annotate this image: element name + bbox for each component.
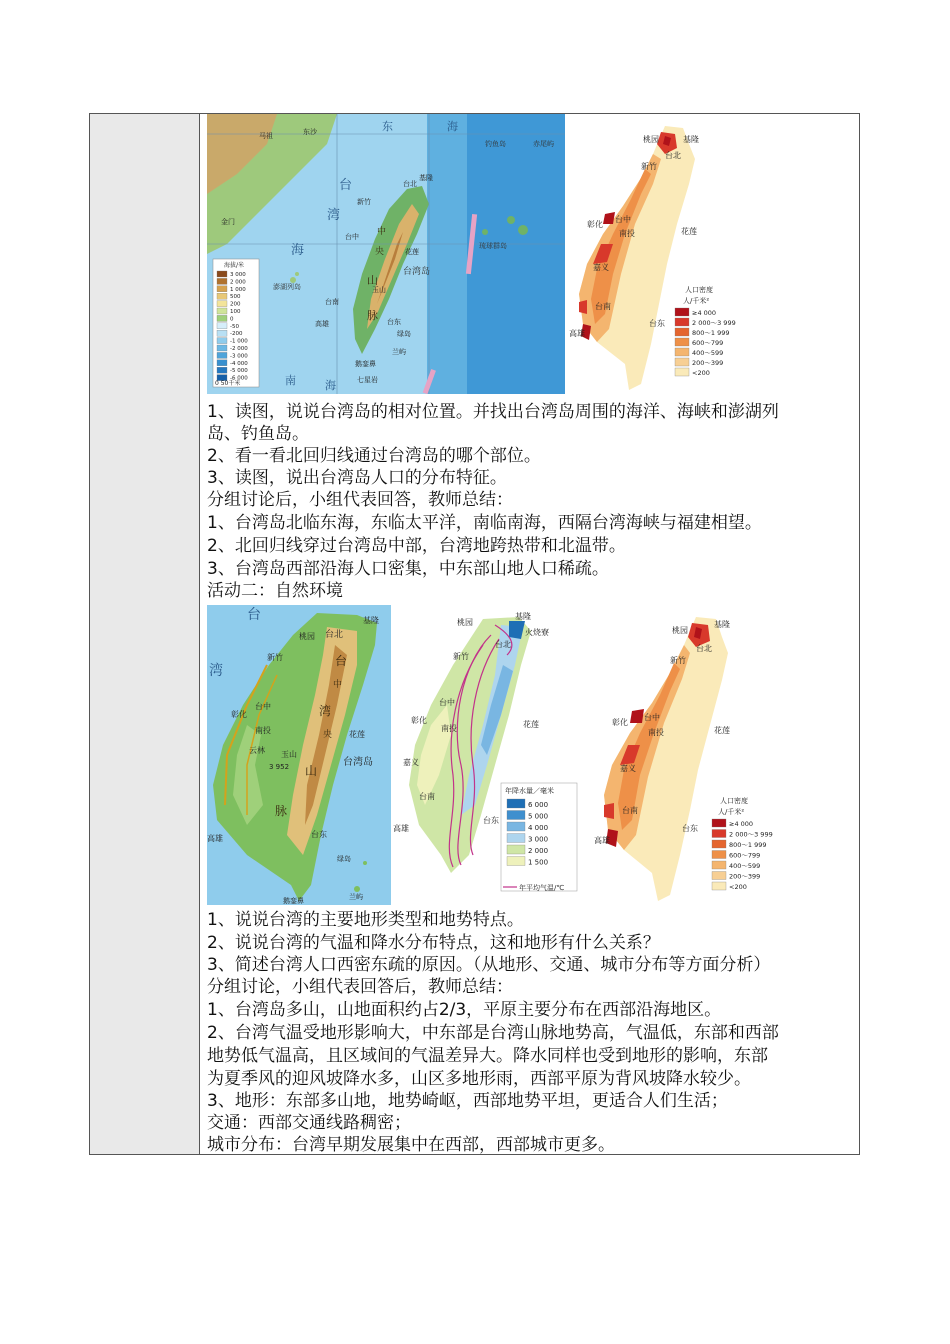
taiwan-location-map <box>207 114 565 394</box>
q2-2: 2、说说台湾的气温和降水分布特点，这和地形有什么关系？ <box>207 933 660 953</box>
elev-legend-swatch <box>217 271 227 277</box>
terrain-city-gaoxiong: 高雄 <box>207 834 223 843</box>
diaoyu-label: 钓鱼岛 <box>485 140 506 148</box>
pop2-city-jiayi: 嘉义 <box>620 764 636 773</box>
peak-yushan: 玉山 <box>372 286 386 294</box>
elev-legend-label: -50 <box>230 323 239 330</box>
terrain-mountain-2: 湾 <box>319 704 332 718</box>
precip-legend-label: 3 000 <box>528 835 549 844</box>
elev-legend-swatch <box>217 360 227 366</box>
strait-label-2: 湾 <box>327 208 341 223</box>
pop1-city-nantou: 南投 <box>619 229 635 238</box>
discussion-prompt-1: 分组讨论后，小组代表回答，教师总结： <box>207 490 513 510</box>
climate-city-zhanghua: 彰化 <box>411 716 427 725</box>
terrain-city-nantou: 南投 <box>255 726 271 735</box>
terrain-peak-yushan: 玉山 <box>281 750 297 759</box>
island-lanyu: 兰屿 <box>392 348 406 356</box>
pop2-legend-swatch <box>712 830 726 838</box>
city-taidong: 台东 <box>387 318 401 326</box>
answer2-3-cities: 城市分布：台湾早期发展集中在西部，西部城市更多。 <box>207 1135 615 1155</box>
map-scale: 0 50千米 <box>215 380 241 387</box>
pop1-city-zhanghua: 彰化 <box>587 220 603 229</box>
elev-legend-label: 1 000 <box>230 286 246 293</box>
pop1-city-gaoxiong: 高雄 <box>569 329 585 338</box>
terrain-cape-eluanbi: 鹅銮鼻 <box>283 897 304 905</box>
elev-legend-swatch <box>217 301 227 307</box>
terrain-city-jilong: 基隆 <box>363 616 379 625</box>
precip-legend-label: 2 000 <box>528 847 549 855</box>
pop2-legend-title: 人口密度 <box>720 797 748 805</box>
terrain-mountain-3: 山 <box>305 764 318 778</box>
q1-line1: 1、读图，说说台湾岛的相对位置。并找出台湾岛周围的海洋、海峡和澎湖列 <box>207 402 779 422</box>
precip-legend-title: 年降水量／毫米 <box>505 787 554 795</box>
elev-legend-label: -3 000 <box>230 353 248 360</box>
elev-legend-label: -4 000 <box>230 360 248 367</box>
terrain-strait-label-1: 台 <box>247 607 261 623</box>
pop2-city-zhanghua: 彰化 <box>612 718 628 727</box>
city-taizhong: 台中 <box>345 233 359 241</box>
precip-legend-swatch <box>507 857 525 866</box>
precip-legend-label: 6 000 <box>528 801 549 809</box>
pop2-legend-label: 200～399 <box>729 872 761 881</box>
pop2-city-tainan: 台南 <box>622 806 638 815</box>
terrain-mountain-1: 台 <box>335 654 348 668</box>
terrain-central-2: 央 <box>323 730 333 740</box>
elev-legend-swatch <box>217 323 227 329</box>
pop2-legend-swatch <box>712 840 726 848</box>
elev-legend-swatch <box>217 352 227 358</box>
pop2-city-xinzhu: 新竹 <box>670 656 686 665</box>
terrain-city-taipei: 台北 <box>325 630 344 640</box>
taiwan-island-label: 台湾岛 <box>403 267 431 277</box>
climate-city-tainan: 台南 <box>419 792 435 801</box>
precip-legend-swatch <box>507 845 525 854</box>
terrain-island-lvdao: 绿岛 <box>337 855 351 863</box>
elev-legend-swatch <box>217 286 227 292</box>
pop2-legend-label: 2 000～3 999 <box>729 830 773 839</box>
city-hualian: 花莲 <box>405 248 419 256</box>
population-density-map-2 <box>590 605 790 905</box>
pop2-legend-swatch <box>712 882 726 890</box>
elev-legend-label: 0 <box>230 316 234 323</box>
answer2-3-transport: 交通：西部交通线路稠密； <box>207 1113 411 1133</box>
precip-legend-swatch <box>507 822 525 831</box>
elev-legend-label: 200 <box>230 301 241 308</box>
penghu-label: 澎湖列岛 <box>273 283 301 291</box>
south-sea-label-2: 海 <box>325 379 336 392</box>
elev-legend-swatch <box>217 345 227 351</box>
elev-legend-label: 3 000 <box>230 272 246 278</box>
elev-legend-swatch <box>217 367 227 373</box>
q2-3: 3、简述台湾人口西密东疏的原因。（从地形、交通、城市分布等方面分析） <box>207 955 771 975</box>
pop1-legend-unit: 人/千米² <box>683 297 710 305</box>
city-tainan: 台南 <box>325 298 339 306</box>
pop1-city-tainan: 台南 <box>595 302 611 311</box>
pop1-legend-label: ≥4 000 <box>692 309 717 317</box>
elev-legend-label: 2 000 <box>230 279 246 286</box>
precip-legend-label: 1 500 <box>528 858 549 867</box>
pop2-legend-swatch <box>712 872 726 880</box>
island-mazu: 马祖 <box>259 132 273 140</box>
climate-city-taipei: 台北 <box>495 640 511 649</box>
pop1-legend-title: 人口密度 <box>685 286 713 294</box>
mountain-label-1: 山 <box>367 274 378 287</box>
pop2-city-jilong: 基隆 <box>714 620 730 629</box>
pop1-city-xinzhu: 新竹 <box>641 162 657 171</box>
chiwei-label: 赤尾屿 <box>533 140 554 148</box>
central-label-1: 中 <box>377 227 387 237</box>
terrain-city-hualian: 花莲 <box>349 730 365 739</box>
elev-legend-label: -1 000 <box>230 338 248 345</box>
answer-3: 3、台湾岛西部沿海人口密集，中东部山地人口稀疏。 <box>207 559 609 579</box>
answer2-2-line2: 地势低气温高，且区域间的气温差异大。降水同样也受到地形的影响，东部 <box>207 1046 768 1066</box>
east-sea-label-1: 东 <box>382 120 393 133</box>
pop2-city-taidong: 台东 <box>682 824 698 833</box>
climate-city-jilong: 基隆 <box>515 612 531 621</box>
pop2-city-taizhong: 台中 <box>644 713 660 722</box>
temp-legend-label: 年平均气温/℃ <box>519 884 565 892</box>
climate-city-nantou: 南投 <box>441 724 457 733</box>
pop2-legend-label: 400～599 <box>729 862 761 870</box>
population-density-map-1 <box>565 114 752 394</box>
terrain-city-taizhong: 台中 <box>255 702 271 711</box>
pop1-city-taipei: 台北 <box>665 151 681 160</box>
q2: 2、看一看北回归线通过台湾岛的哪个部位。 <box>207 446 541 466</box>
island-jinmen: 金门 <box>221 218 235 226</box>
elev-legend-swatch <box>217 330 227 336</box>
pop1-city-taidong: 台东 <box>649 319 665 328</box>
ryukyu-label: 琉球群岛 <box>479 242 507 250</box>
terrain-city-taoyuan: 桃园 <box>299 632 315 641</box>
climate-city-hualian: 花莲 <box>523 720 539 729</box>
elev-legend-swatch <box>217 308 227 314</box>
elev-legend-label: -5 000 <box>230 368 248 375</box>
pop1-city-jiayi: 嘉义 <box>593 263 609 272</box>
climate-city-xinzhu: 新竹 <box>453 652 469 661</box>
pop1-city-jilong: 基隆 <box>683 135 699 144</box>
mountain-label-2: 脉 <box>367 309 378 322</box>
answer-2: 2、北回归线穿过台湾岛中部，台湾地跨热带和北温带。 <box>207 536 626 556</box>
pop1-legend-swatch <box>675 338 689 346</box>
pop2-legend-label: <200 <box>729 883 747 891</box>
elev-legend-label: -6 000 <box>230 375 248 382</box>
city-jilong: 基隆 <box>419 174 433 182</box>
precip-legend-label: 4 000 <box>528 824 549 832</box>
climate-city-taoyuan: 桃园 <box>457 618 473 627</box>
elev-legend-swatch <box>217 293 227 299</box>
pop1-legend-swatch <box>675 358 689 366</box>
strait-label-1: 台 <box>339 178 353 193</box>
pop2-city-gaoxiong: 高雄 <box>594 836 610 845</box>
pop2-legend-label: 800～1 999 <box>729 841 767 849</box>
q2-1: 1、说说台湾的主要地形类型和地势特点。 <box>207 910 524 930</box>
pop2-legend-label: 600～799 <box>729 851 761 860</box>
terrain-island-lanyu: 兰屿 <box>349 893 363 901</box>
pop1-legend-swatch <box>675 348 689 356</box>
climate-station-huoshaoliao: 火烧寮 <box>525 628 549 637</box>
terrain-taiwan-island: 台湾岛 <box>343 757 373 768</box>
elev-legend-swatch <box>217 315 227 321</box>
pop2-legend-label: ≥4 000 <box>729 820 754 828</box>
activity-2-heading: 活动二：自然环境 <box>207 581 343 601</box>
elev-legend-swatch <box>217 278 227 284</box>
city-taipei: 台北 <box>403 180 417 188</box>
city-gaoxiong: 高雄 <box>315 320 329 328</box>
discussion-prompt-2: 分组讨论，小组代表回答后，教师总结： <box>207 977 513 997</box>
pop2-city-taipei: 台北 <box>696 644 712 653</box>
elevation-legend-title: 海拔/米 <box>224 262 245 269</box>
elev-legend-label: 100 <box>230 309 241 315</box>
pop1-legend-swatch <box>675 368 689 376</box>
climate-city-taidong: 台东 <box>483 816 499 825</box>
precip-legend-swatch <box>507 834 525 843</box>
elev-legend-label: -2 000 <box>230 346 248 352</box>
pop2-legend-swatch <box>712 861 726 869</box>
climate-city-jiayi: 嘉义 <box>403 758 419 767</box>
elev-legend-label: 500 <box>230 294 241 301</box>
pop1-legend-swatch <box>675 318 689 326</box>
pop1-legend-label: 400～599 <box>692 349 724 357</box>
pop1-legend-label: 600～799 <box>692 339 724 347</box>
answer-1: 1、台湾岛北临东海，东临太平洋，南临南海，西隔台湾海峡与福建相望。 <box>207 513 762 533</box>
pop1-legend-swatch <box>675 308 689 316</box>
pop2-city-nantou: 南投 <box>648 728 664 737</box>
terrain-peak-height: 3 952 <box>269 763 290 771</box>
q3: 3、读图，说出台湾岛人口的分布特征。 <box>207 468 507 488</box>
pop1-city-taizhong: 台中 <box>615 215 631 224</box>
terrain-city-xinzhu: 新竹 <box>267 653 283 662</box>
south-sea-label-1: 南 <box>285 374 296 387</box>
content-column <box>200 114 859 1154</box>
pop1-legend-label: 200～399 <box>692 359 724 367</box>
answer2-2-line1: 2、台湾气温受地形影响大，中东部是台湾山脉地势高，气温低，东部和西部 <box>207 1023 779 1043</box>
terrain-city-zhanghua: 彰化 <box>231 710 247 719</box>
precip-legend-swatch <box>507 811 525 820</box>
label-column <box>90 114 200 1154</box>
central-label-2: 央 <box>375 247 385 257</box>
pop1-legend-label: <200 <box>692 369 710 377</box>
pop1-legend-swatch <box>675 328 689 336</box>
island-lvdao: 绿岛 <box>397 330 411 338</box>
climate-city-taizhong: 台中 <box>439 698 455 707</box>
rock-qixingyan: 七星岩 <box>357 376 378 384</box>
terrain-strait-label-2: 湾 <box>209 663 223 679</box>
precip-legend-label: 5 000 <box>528 812 549 821</box>
east-sea-label-2: 海 <box>447 120 458 133</box>
island-dongsha: 东沙 <box>303 128 317 136</box>
terrain-central-1: 中 <box>333 680 343 690</box>
terrain-city-taidong: 台东 <box>311 830 327 839</box>
elev-legend-swatch <box>217 338 227 344</box>
lesson-table <box>89 113 860 1155</box>
answer2-3-terrain: 3、地形：东部多山地，地势崎岖，西部地势平坦，更适合人们生活； <box>207 1091 728 1111</box>
pop2-legend-unit: 人/千米² <box>718 808 745 816</box>
elev-legend-label: -200 <box>230 331 243 338</box>
pop1-city-taoyuan: 桃园 <box>643 135 659 144</box>
terrain-city-yunlin: 云林 <box>249 746 265 755</box>
cape-eluanbi: 鹅銮鼻 <box>355 360 376 368</box>
precip-legend-swatch <box>507 799 525 808</box>
pop2-city-taoyuan: 桃园 <box>672 626 688 635</box>
climate-city-gaoxiong: 高雄 <box>393 824 409 833</box>
pop2-legend-swatch <box>712 851 726 859</box>
answer2-2-line3: 为夏季风的迎风坡降水多，山区多地形雨，西部平原为背风坡降水较少。 <box>207 1069 751 1089</box>
q1-line2: 岛、钓鱼岛。 <box>207 424 309 444</box>
answer2-1: 1、台湾岛多山，山地面积约占2/3，平原主要分布在西部沿海地区。 <box>207 1000 722 1020</box>
pop1-legend-label: 2 000～3 999 <box>692 319 736 327</box>
city-xinzhu: 新竹 <box>357 198 371 206</box>
terrain-mountain-4: 脉 <box>275 804 288 818</box>
taiwan-terrain-map <box>207 605 391 905</box>
pop1-legend-label: 800～1 999 <box>692 329 730 337</box>
pop2-city-hualian: 花莲 <box>714 726 730 735</box>
taiwan-climate-map <box>391 605 587 905</box>
strait-label-3: 海 <box>291 243 305 258</box>
pop2-legend-swatch <box>712 819 726 827</box>
pop1-city-hualian: 花莲 <box>681 227 697 236</box>
